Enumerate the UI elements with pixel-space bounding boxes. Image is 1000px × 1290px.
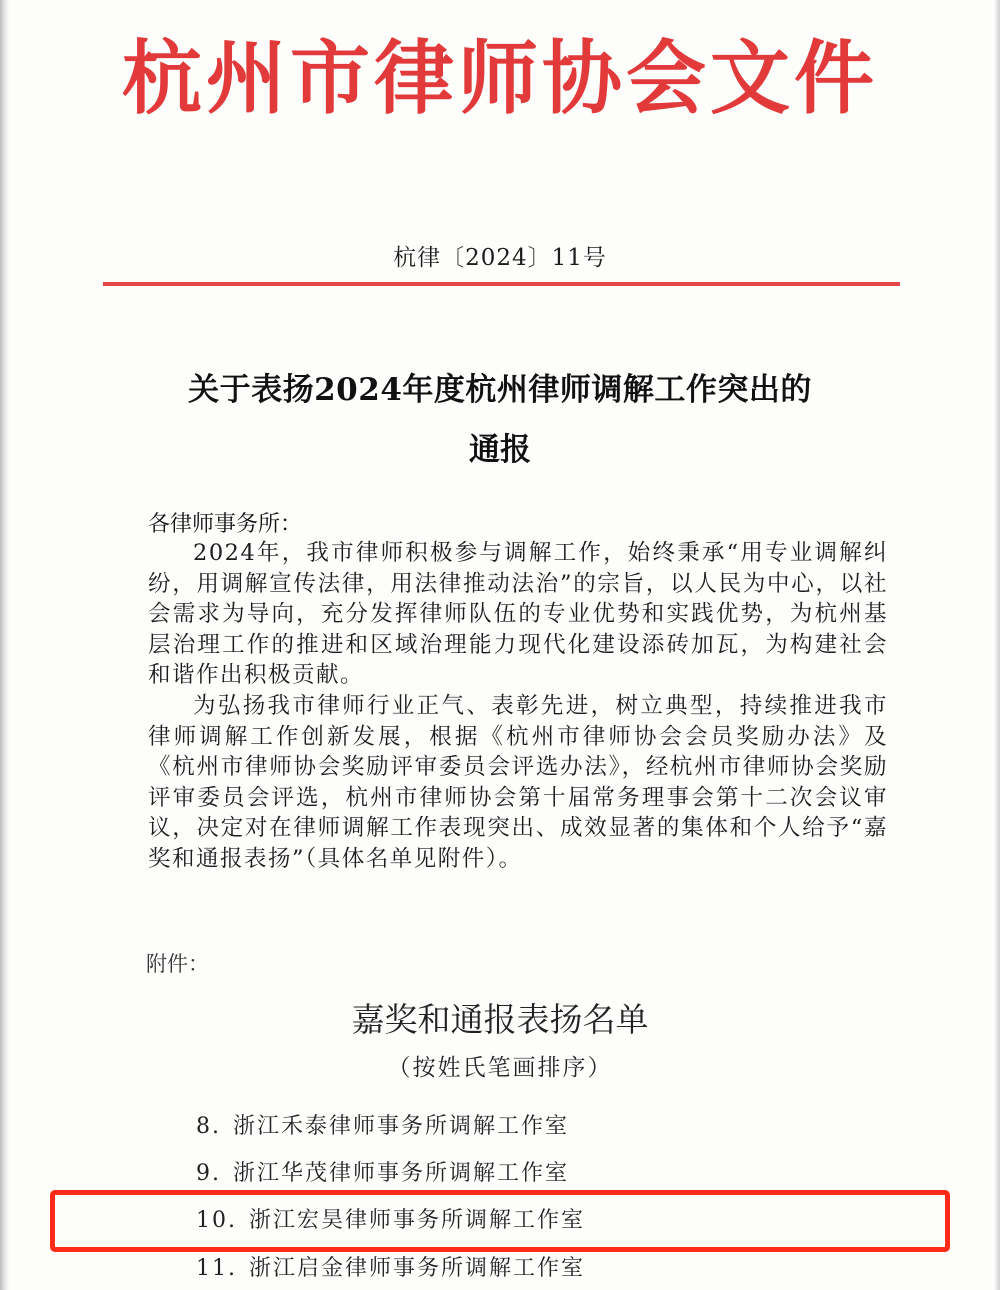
salutation: 各律师事务所： (148, 512, 303, 537)
body-paragraph-2: 为弘扬我市律师行业正气、表彰先进，树立典型，持续推进我市律师调解工作创新发展，根据《杭州市律师协会会员奖励办法》及《杭州市律师协会奖励评审委员会评选办法》，经杭州市律师协会奖励评审委员会评选，杭州市律师协会第十届常务理事会第十二次会议审议，决定对在律师调解工作表现突出、成效显著的集体和个人给予“嘉奖和通报表扬”（具体名单见附件）。 (148, 692, 888, 872)
notice-title-line-1: 关于表扬2024年度杭州律师调解工作突出的 (188, 372, 812, 408)
list-item (196, 1252, 585, 1286)
notice-body (148, 538, 888, 875)
body-paragraph-1: 2024年，我市律师积极参与调解工作，始终秉承“用专业调解纠纷，用调解宣传法律，用法律推动法治”的宗旨，以人民为中心，以社会需求为导向，充分发挥律师队伍的专业优势和实践优势，为杭州基层治理工作的推进和区域治理能力现代化建设添砖加瓦，为构建社会和谐作出积极贡献。 (148, 540, 888, 689)
list-item-name: 浙江宏昊律师事务所调解工作室 (249, 1208, 586, 1233)
list-item-number: 11. (196, 1256, 237, 1281)
notice-title-line-2: 通报 (469, 432, 531, 468)
red-divider-line (103, 282, 900, 286)
organization-header: 杭州市律师协会文件 (122, 31, 878, 125)
list-item-name: 浙江华茂律师事务所调解工作室 (233, 1161, 570, 1186)
list-item (196, 1157, 569, 1191)
list-item-name: 浙江启金律师事务所调解工作室 (249, 1256, 586, 1281)
list-item (196, 1110, 569, 1144)
list-item-name: 浙江禾泰律师事务所调解工作室 (233, 1114, 570, 1139)
document-number: 杭律〔2024〕11号 (393, 245, 607, 271)
page-edge-shadow-right (994, 0, 1000, 1290)
honor-list-title: 嘉奖和通报表扬名单 (351, 1000, 649, 1039)
attachment-label: 附件： (146, 952, 209, 976)
page-edge-shadow-left (0, 0, 10, 1290)
list-item-number: 8. (196, 1114, 221, 1139)
list-item-number: 10. (196, 1208, 237, 1233)
highlight-annotation-box (50, 1190, 950, 1252)
honor-list-subtitle: （按姓氏笔画排序） (387, 1055, 613, 1081)
list-item-number: 9. (196, 1161, 221, 1186)
